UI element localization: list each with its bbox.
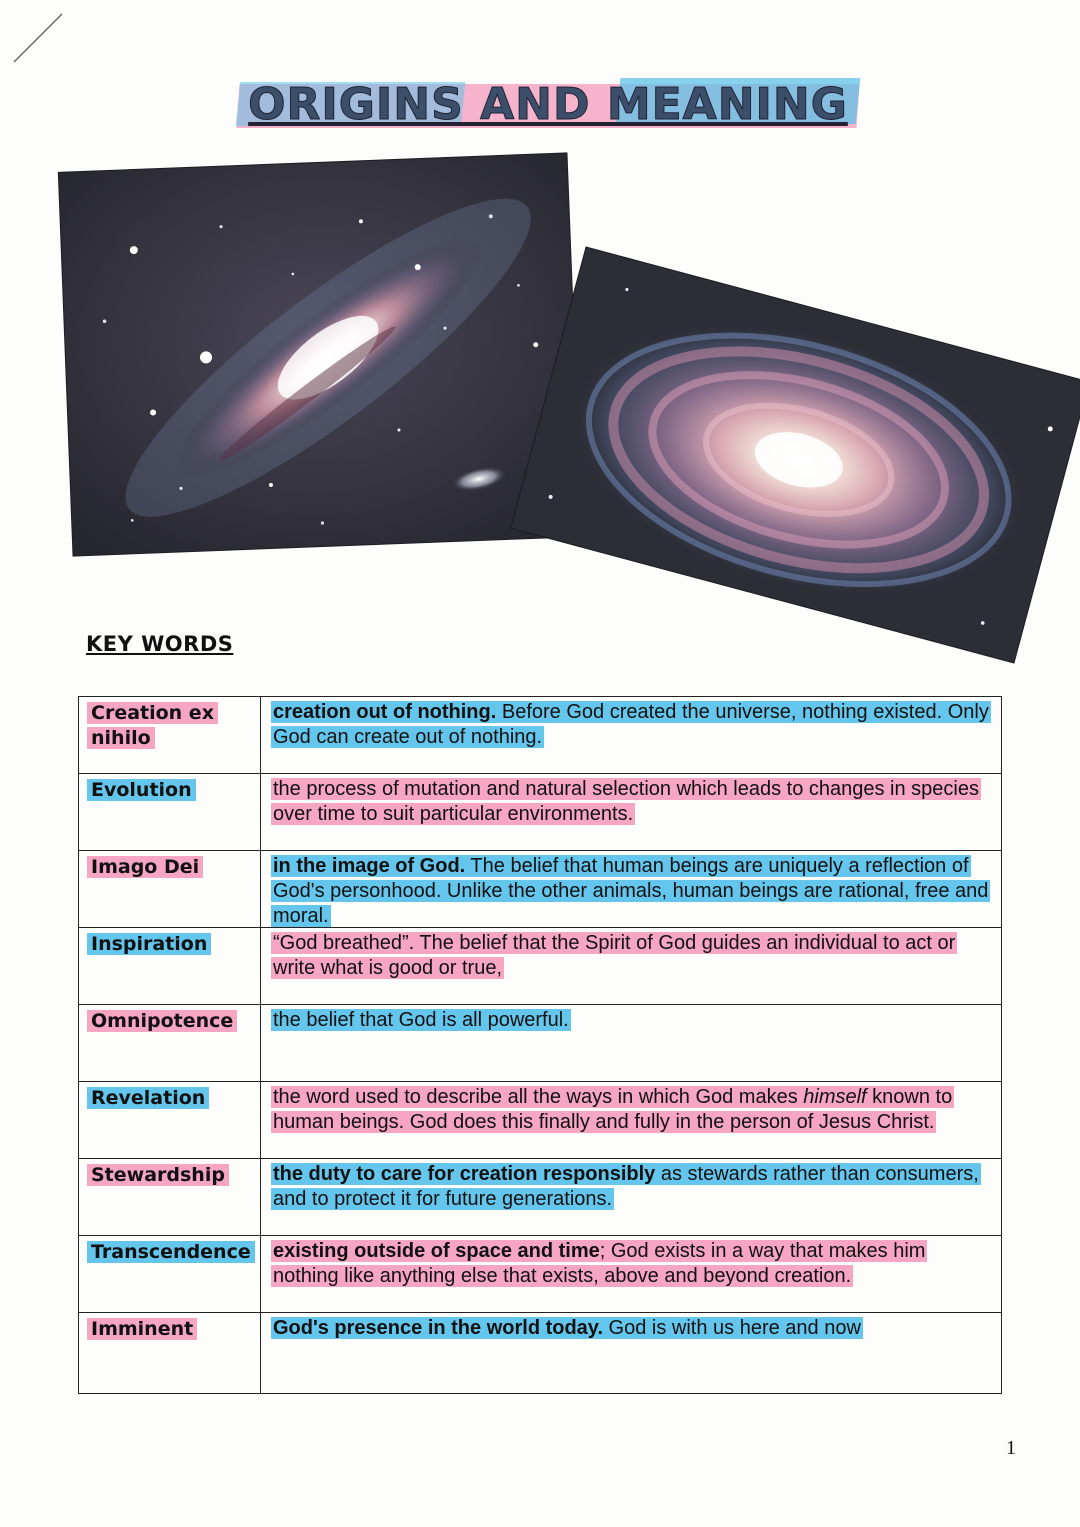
definition-text xyxy=(271,1240,927,1287)
definition-rest: the belief that God is all powerful. xyxy=(273,1009,569,1031)
title-block xyxy=(238,78,858,136)
definition-cell xyxy=(261,1236,1001,1312)
term-cell xyxy=(79,1313,261,1393)
definition-text xyxy=(271,932,957,979)
andromeda-galaxy-image xyxy=(59,153,581,555)
table-row xyxy=(79,1159,1001,1236)
definition-rest: as stewards rather than consumers, and to protect it for future generations. xyxy=(273,1163,979,1210)
galaxy-photo-left xyxy=(59,153,581,555)
definition-cell xyxy=(261,697,1001,773)
term-label: Inspiration xyxy=(87,933,211,955)
page-number: 1 xyxy=(1006,1437,1016,1459)
definition-cell xyxy=(261,1082,1001,1158)
definition-lead: God's presence in the world today. xyxy=(273,1317,603,1339)
pen-stroke-mark xyxy=(12,10,72,70)
term-label: Evolution xyxy=(87,779,196,801)
table-row xyxy=(79,1005,1001,1082)
term-cell xyxy=(79,697,261,773)
definition-rest: “God breathed”. The belief that the Spirit of God guides an individual to act or write what is good or true, xyxy=(273,932,956,979)
page-title: ORIGINS AND MEANING xyxy=(248,79,848,130)
definition-rest: Before God created the universe, nothing existed. Only God can create out of nothing. xyxy=(273,701,989,748)
definition-lead: in the image of God. xyxy=(273,855,466,877)
definition-text xyxy=(271,1163,981,1210)
term-label: Transcendence xyxy=(87,1241,255,1263)
term-cell xyxy=(79,774,261,850)
definition-text xyxy=(271,1317,863,1339)
table-row xyxy=(79,928,1001,1005)
term-cell xyxy=(79,851,261,927)
spiral-galaxy-image xyxy=(511,248,1080,663)
term-label: Imminent xyxy=(87,1318,197,1340)
definition-cell xyxy=(261,1313,1001,1393)
table-row xyxy=(79,1313,1001,1393)
definition-rest: the word used to describe all the ways in which God makes xyxy=(273,1086,804,1108)
table-row xyxy=(79,1236,1001,1313)
definition-rest: known to human beings. God does this finally and fully in the person of Jesus Christ. xyxy=(273,1086,953,1133)
definition-text xyxy=(271,855,990,927)
definition-text xyxy=(271,1086,954,1133)
keywords-table xyxy=(78,696,1002,1394)
table-row xyxy=(79,774,1001,851)
definition-rest: ; God exists in a way that makes him nothing like anything else that exists, above and beyond creation. xyxy=(273,1240,926,1287)
keywords-heading: KEY WORDS xyxy=(86,632,234,656)
definition-rest: the process of mutation and natural selection which leads to changes in species over time to suit particular environments. xyxy=(273,778,979,825)
definition-lead: existing outside of space and time xyxy=(273,1240,600,1262)
definition-text xyxy=(271,1009,571,1031)
definition-text xyxy=(271,778,981,825)
definition-rest: God is with us here and now xyxy=(603,1317,861,1339)
term-label: Omnipotence xyxy=(87,1010,237,1032)
galaxy-photo-right xyxy=(511,248,1080,663)
definition-cell xyxy=(261,1159,1001,1235)
definition-cell xyxy=(261,1005,1001,1081)
term-cell xyxy=(79,1082,261,1158)
term-label: Imago Dei xyxy=(87,856,203,878)
term-cell xyxy=(79,1005,261,1081)
definition-cell xyxy=(261,928,1001,1004)
definition-cell xyxy=(261,774,1001,850)
term-label: Revelation xyxy=(87,1087,209,1109)
term-cell xyxy=(79,1159,261,1235)
definition-rest: The belief that human beings are uniquely a reflection of God's personhood. Unlike the other animals, human beings are rational, free and moral. xyxy=(273,855,989,927)
table-row xyxy=(79,1082,1001,1159)
definition-italic: himself xyxy=(803,1086,867,1108)
term-cell xyxy=(79,928,261,1004)
term-label: Stewardship xyxy=(87,1164,229,1186)
table-row xyxy=(79,851,1001,928)
definition-lead: the duty to care for creation responsibly xyxy=(273,1163,656,1185)
definition-cell xyxy=(261,851,1001,927)
term-cell xyxy=(79,1236,261,1312)
term-label: Creation ex nihilo xyxy=(87,702,218,749)
definition-text xyxy=(271,701,991,748)
table-row xyxy=(79,697,1001,774)
definition-lead: creation out of nothing. xyxy=(273,701,497,723)
